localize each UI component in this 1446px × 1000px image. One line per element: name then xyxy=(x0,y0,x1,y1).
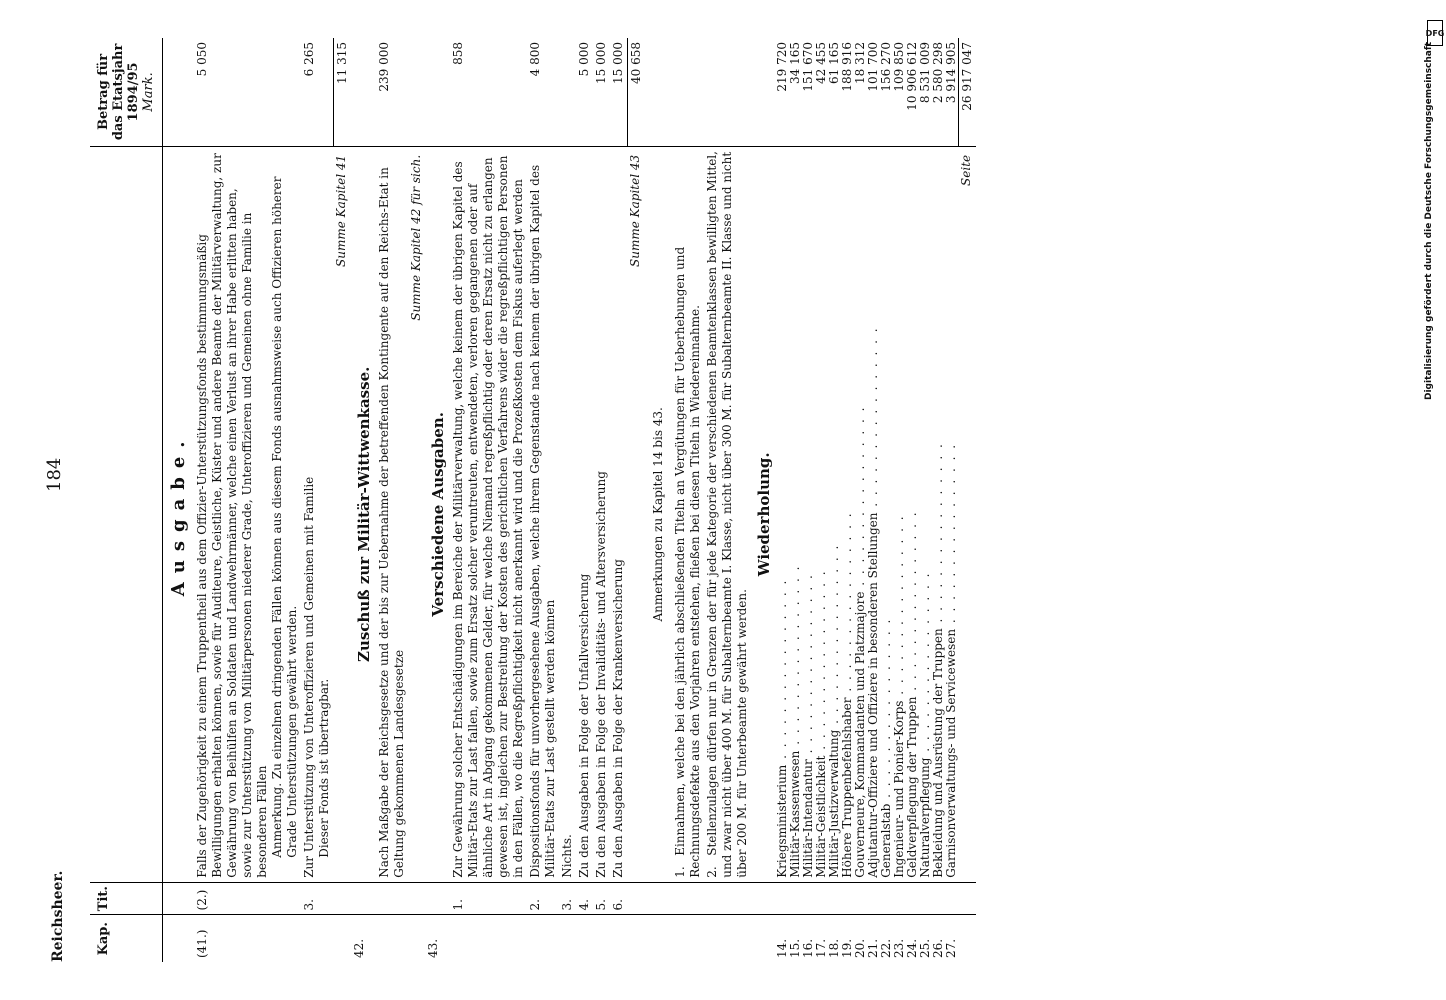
recap-label-text: Militär-Geistlichkeit xyxy=(813,755,828,878)
kap-cell xyxy=(576,915,593,962)
kap-cell: 18. xyxy=(826,938,841,958)
recap-label-text: Naturalverpflegung xyxy=(917,757,932,878)
item-text: Nach Maßgabe der Reichsgesetze und der bis zur Uebernahme der betreffenden Kontingente auf den Reichs-Etat in Geltung gekommenen Landesgesetze xyxy=(376,146,408,882)
leader-dots: . . . . . . . . . . . . . . . . xyxy=(930,442,945,629)
table-row xyxy=(559,38,576,962)
page-number: 184 xyxy=(44,457,65,492)
tit-cell xyxy=(867,882,880,915)
sum-label: Summe Kapitel 42 für sich. xyxy=(408,146,425,882)
note-row xyxy=(704,38,751,962)
amount-cell: 18 312 xyxy=(854,38,867,146)
amount-cell: 239 000 xyxy=(376,38,408,146)
col-text xyxy=(90,146,163,882)
amount-cell: 151 670 xyxy=(802,38,815,146)
col-unit: Mark. xyxy=(141,72,156,112)
amount-cell: 109 850 xyxy=(893,38,906,146)
kap-cell: 19. xyxy=(839,938,854,958)
tit-cell xyxy=(789,882,802,915)
amount-cell xyxy=(704,38,751,146)
leader-dots: . . . . . . . . . . . . . . . . xyxy=(943,442,958,629)
leader-dots: . . . . . . . . . . . . . . . . xyxy=(813,569,828,756)
tit-cell: 4. xyxy=(576,882,593,915)
budget-table xyxy=(90,38,976,962)
kap-cell: 23. xyxy=(891,938,906,958)
kap-cell: 26. xyxy=(930,938,945,958)
table-row xyxy=(194,38,301,962)
leader-dots: . . . . . . . . . . . . . . . . xyxy=(839,511,854,698)
kap-cell: 22. xyxy=(878,938,893,958)
note-cell xyxy=(704,146,751,882)
page-header xyxy=(44,38,72,962)
recap-row xyxy=(945,38,959,962)
tit-cell xyxy=(893,882,906,915)
tit-cell: 1. xyxy=(450,882,527,915)
tit-cell xyxy=(906,882,919,915)
amount-cell: 188 916 xyxy=(841,38,854,146)
tit-cell xyxy=(672,882,704,915)
sum-amount: 40 658 xyxy=(627,38,645,146)
kap-cell: 17. xyxy=(813,938,828,958)
leader-dots: . . . . . . . . . . . . . . . . xyxy=(917,571,932,758)
tit-cell xyxy=(776,882,789,915)
note-number: 2. xyxy=(704,866,719,878)
kap-cell xyxy=(610,915,628,962)
leader-dots: . . . . . . . . . . . . . . . . xyxy=(904,510,919,697)
table-row xyxy=(376,38,408,962)
note-text: Stellenzulagen dürfen nur in Grenzen der für jede Kategorie der verschiedenen Beamtenklassen bewilligten Mittel, und zwar nicht über 400 M. für Subalternbeamte I. Klasse, nicht über 300 M. für Subalternbeamte II. Klasse und nicht über 200 M. für Unterbeamte gewährt werden. xyxy=(704,151,749,878)
table-row xyxy=(301,38,333,962)
item-text: Zur Gewährung solcher Entschädigungen im Bereiche der Militärverwaltung, welche keinem der übrigen Kapitel des Militär-Etats zur Last fallen, sowie zum Ersatz solcher veruntreuten, entwendeten, verloren gegangenen oder auf ähnliche Art in Abgang gekommenen Gelder, für welche Niemand regreßpflichtig oder deren Ersatz nicht zu erlangen gewesen ist, ingleichen zur Bestreitung der Kosten des gerichtlichen Verfahrens wider die regreßpflichtigen Personen in den Fällen, wo die Regreßpflichtigkeit nicht anerkannt wird und die Prozeßkosten dem Fiskus auferlegt werden xyxy=(450,146,527,882)
item-text: Zu den Ausgaben in Folge der Invaliditäts- und Altersversicherung xyxy=(593,146,610,882)
item-text: Falls der Zugehörigkeit zu einem Truppentheil aus dem Offizier-Unterstützungsfonds bestimmungsmäßig Bewilligungen erhalten können, sowie für Auditeure, Geistliche, Küster und andere Beamte der Militärverwaltung, zur Gewährung von Beihülfen an Soldaten und Landwehrmänner, welche einen Verlust an ihrer Habe erlitten haben, sowie zur Unterstützung von Militärpersonen niederer Grade, Unteroffizieren und Gemeinen ohne Familie in besonderen Fällen xyxy=(195,153,269,878)
col-tit: Tit. xyxy=(90,882,163,915)
recap-label-text: Kriegsministerium xyxy=(774,764,789,878)
amount-cell: 5 000 xyxy=(576,38,593,146)
kap-cell xyxy=(450,915,527,962)
amount-cell: 4 800 xyxy=(527,38,559,146)
tit-cell xyxy=(945,882,959,915)
item-text: Zu den Ausgaben in Folge der Krankenversicherung xyxy=(610,146,628,882)
total-label: Seite xyxy=(958,146,976,882)
kap-cell xyxy=(527,915,559,962)
table-row xyxy=(450,38,527,962)
tit-cell xyxy=(932,882,945,915)
recap-label-text: Militär-Justizverwaltung xyxy=(826,729,841,878)
sum-row xyxy=(333,38,351,962)
tit-cell xyxy=(919,882,932,915)
amount-cell: 61 165 xyxy=(828,38,841,146)
kap-cell xyxy=(559,915,576,962)
amount-cell: 42 455 xyxy=(815,38,828,146)
tit-cell xyxy=(802,882,815,915)
note-row xyxy=(672,38,704,962)
kap-cell: 25. xyxy=(917,938,932,958)
kap-cell: 24. xyxy=(904,938,919,958)
running-title: Reichsheer. xyxy=(50,870,66,962)
tit-cell: 5. xyxy=(593,882,610,915)
amount-cell: 3 914 905 xyxy=(945,38,959,146)
kap-cell: 27. xyxy=(943,938,958,958)
total-row xyxy=(958,38,976,962)
leader-dots: . . . . . . . . . . . . . . . . xyxy=(774,578,789,765)
recap-label-text: Ingenieur- und Pionier-Korps xyxy=(891,700,906,878)
amount-cell: 2 580 298 xyxy=(932,38,945,146)
sum-label: Summe Kapitel 41 xyxy=(333,146,351,882)
recap-label-text: Gouverneure, Kommandanten und Platzmajore xyxy=(852,591,867,878)
recap-heading: Wiederholung. xyxy=(751,146,776,882)
tit-cell: 3. xyxy=(559,882,576,915)
section-title: Ausgabe. xyxy=(163,146,195,882)
document-page xyxy=(44,38,1380,962)
tit-cell: 3. xyxy=(301,882,333,915)
amount-cell: 15 000 xyxy=(610,38,628,146)
leader-dots: . . . . . . . . . . . . . . . . xyxy=(878,617,893,804)
recap-label xyxy=(945,146,959,882)
table-row xyxy=(527,38,559,962)
recap-label-text: Militär-Intendantur xyxy=(800,759,815,878)
recap-label-text: Höhere Truppenbefehlshaber xyxy=(839,697,854,878)
tit-cell: (2.) xyxy=(194,882,301,915)
leader-dots: . . . . . . . . . . . . . . . . xyxy=(852,405,867,592)
tit-cell: 2. xyxy=(527,882,559,915)
notes-heading: Anmerkungen zu Kapitel 14 bis 43. xyxy=(645,146,672,882)
sum-label: Summe Kapitel 43 xyxy=(627,146,645,882)
amount-cell: 858 xyxy=(450,38,527,146)
recap-label-text: Bekleidung und Ausrüstung der Truppen xyxy=(930,628,945,878)
sum-amount: 11 315 xyxy=(333,38,351,146)
leader-dots: . . . . . . . . . . . . . . . . xyxy=(891,514,906,701)
leader-dots: . . . . . . . . . . . . . . . . xyxy=(865,326,880,513)
section-heading: Verschiedene Ausgaben. xyxy=(425,146,450,882)
leader-dots: . . . . . . . . . . . . . . . . xyxy=(800,573,815,760)
table-header-row xyxy=(90,38,163,962)
tit-cell xyxy=(828,882,841,915)
recap-label-text: Garnisonverwaltungs- und Servicewesen xyxy=(943,628,958,878)
amount-cell: 34 165 xyxy=(789,38,802,146)
kap-cell xyxy=(704,915,751,962)
recap-label-text: Militär-Kassenwesen xyxy=(787,750,802,878)
item-text: Zur Unterstützung von Unteroffizieren und Gemeinen mit Familie xyxy=(302,476,316,878)
kap-cell: 15. xyxy=(787,938,802,958)
note-cell xyxy=(672,146,704,882)
note-text: Einnahmen, welche bei den jährlich abschließenden Titeln an Vergütungen für Ueberhebungen und Rechnungsdefekte aus den Vorjahren entstehen, fließen bei diesen Titeln in Wiedereinnahme. xyxy=(672,246,702,878)
tit-cell: 6. xyxy=(610,882,628,915)
amount-cell: 156 270 xyxy=(880,38,893,146)
table-row xyxy=(610,38,628,962)
amount-cell: 6 265 xyxy=(301,38,333,146)
amount-cell: 15 000 xyxy=(593,38,610,146)
item-text: Zu den Ausgaben in Folge der Unfallversicherung xyxy=(576,146,593,882)
dfg-credit-text: Digitalisierung gefördert durch die Deutsche Forschungsgemeinschaft xyxy=(1424,41,1434,400)
kap-cell: 42. xyxy=(351,938,366,958)
amount-cell: 101 700 xyxy=(867,38,880,146)
kap-cell: 43. xyxy=(425,938,440,958)
amount-cell xyxy=(559,38,576,146)
tit-cell xyxy=(815,882,828,915)
amount-cell: 5 050 xyxy=(194,38,301,146)
kap-cell: 20. xyxy=(852,938,867,958)
tit-cell xyxy=(880,882,893,915)
amount-cell: 8 531 009 xyxy=(919,38,932,146)
dfg-stamp xyxy=(1424,20,1444,400)
kap-cell: 14. xyxy=(774,938,789,958)
col-betrag-label: Betrag für das Etatsjahr 1894/95 xyxy=(96,43,141,141)
table-row xyxy=(576,38,593,962)
amount-cell xyxy=(672,38,704,146)
recap-label-text: Geldverpflegung der Truppen xyxy=(904,696,919,878)
recap-label-text: Adjutantur-Offiziere und Offiziere in besonderen Stellungen xyxy=(865,512,880,878)
tit-cell xyxy=(704,882,751,915)
kap-cell xyxy=(672,915,704,962)
dfg-logo: DFG xyxy=(1427,20,1443,46)
total-amount: 26 917 047 xyxy=(958,38,976,146)
col-kap: Kap. xyxy=(90,915,163,962)
col-betrag xyxy=(90,38,163,146)
item-text: Nichts. xyxy=(559,146,576,882)
leader-dots: . . . . . . . . . . . . . . . . xyxy=(787,564,802,751)
kap-cell: 16. xyxy=(800,938,815,958)
sum-row xyxy=(627,38,645,962)
note-number: 1. xyxy=(672,866,687,878)
item-note: Dieser Fonds ist übertragbar. xyxy=(317,678,331,858)
kap-cell: 21. xyxy=(865,938,880,958)
item-note: Anmerkung. Zu einzelnen dringenden Fällen können aus diesem Fonds ausnahmsweise auch Offizieren höherer Grade Unterstützungen gewährt werden. xyxy=(270,176,299,858)
sum-row xyxy=(408,38,425,962)
tit-cell xyxy=(841,882,854,915)
amount-cell: 219 720 xyxy=(776,38,789,146)
tit-cell xyxy=(854,882,867,915)
recap-label-text: Generalstab xyxy=(878,803,893,878)
kap-cell: (41.) xyxy=(195,929,209,958)
item-text: Dispositionsfonds für unvorhergesehene Ausgaben, welche ihrem Gegenstande nach keinem der übrigen Kapitel des Militär-Etats zur Last gestellt werden können xyxy=(527,146,559,882)
kap-cell xyxy=(593,915,610,962)
section-heading: Zuschuß zur Militär-Wittwenkasse. xyxy=(351,146,376,882)
amount-cell: 10 906 612 xyxy=(906,38,919,146)
leader-dots: . . . . . . . . . . . . . . . . xyxy=(826,543,841,730)
table-row xyxy=(593,38,610,962)
